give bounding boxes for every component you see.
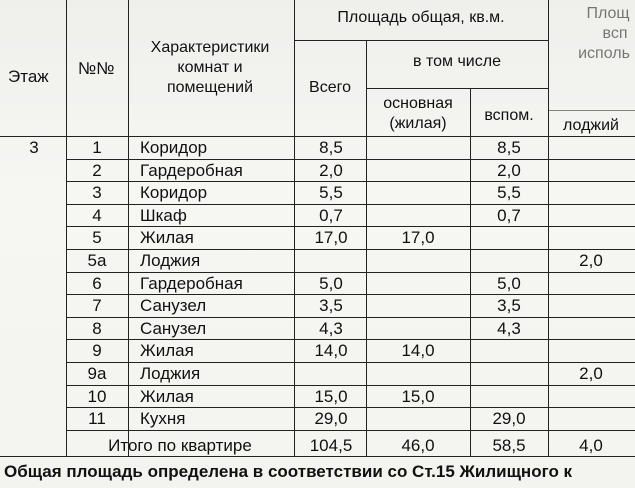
grid-line	[66, 430, 635, 431]
grid-line	[366, 88, 548, 89]
grid-line	[0, 456, 635, 457]
row-number: 11	[88, 409, 106, 429]
row-loggia-area: 2,0	[579, 364, 603, 383]
grid-line	[66, 385, 635, 386]
row-main-area: 17,0	[401, 228, 435, 248]
row-number: 9а	[87, 364, 107, 383]
summary-aux: 58,5	[492, 436, 526, 455]
row-aux-area: 4,3	[497, 318, 521, 338]
row-total-area: 5,0	[319, 273, 343, 293]
header-characteristics: Характеристики комнат и помещений	[150, 39, 270, 96]
row-room-name: Гардеробная	[140, 273, 243, 293]
row-total-area: 15,0	[314, 386, 348, 406]
header-number: №№	[78, 59, 115, 78]
row-total-area: 5,5	[319, 183, 343, 203]
grid-line	[366, 40, 367, 456]
row-room-name: Санузел	[140, 296, 207, 316]
grid-line	[548, 110, 635, 111]
header-loggias: лоджий	[563, 117, 619, 134]
row-number: 2	[92, 160, 102, 180]
row-room-name: Шкаф	[140, 205, 187, 225]
row-number: 5а	[87, 251, 107, 270]
row-number: 8	[92, 318, 102, 338]
row-room-name: Санузел	[140, 318, 207, 338]
row-number: 7	[92, 296, 102, 316]
row-room-name: Лоджия	[140, 364, 201, 383]
row-aux-area: 2,0	[497, 160, 521, 180]
row-aux-area: 3,5	[497, 296, 521, 316]
header-cut-sub2: исполь	[578, 45, 630, 62]
row-number: 6	[92, 273, 102, 293]
row-total-area: 29,0	[314, 409, 348, 429]
grid-line	[128, 0, 129, 456]
row-room-name: Жилая	[140, 341, 194, 361]
row-main-area: 14,0	[401, 341, 435, 361]
row-total-area: 3,5	[319, 296, 343, 316]
row-aux-area: 5,5	[497, 183, 521, 203]
row-number: 9	[92, 341, 102, 361]
header-cut-sub1: всп	[602, 25, 628, 42]
header-area-total: Площадь общая, кв.м.	[337, 9, 505, 26]
row-aux-area: 0,7	[497, 205, 521, 225]
summary-total: 104,5	[309, 436, 353, 455]
row-total-area: 17,0	[314, 228, 348, 248]
row-loggia-area: 2,0	[579, 251, 603, 270]
grid-line	[66, 226, 635, 227]
grid-line	[66, 339, 635, 340]
grid-line	[66, 159, 635, 160]
header-aux: вспом.	[484, 107, 534, 124]
row-room-name: Коридор	[140, 138, 208, 157]
row-aux-area: 5,0	[497, 273, 521, 293]
row-main-area: 15,0	[401, 386, 435, 406]
row-number: 10	[87, 386, 107, 406]
row-room-name: Жилая	[140, 228, 194, 248]
summary-loggia: 4,0	[579, 436, 603, 455]
grid-line	[66, 317, 635, 318]
row-aux-area: 8,5	[497, 138, 521, 157]
row-total-area: 14,0	[314, 341, 348, 361]
row-room-name: Кухня	[140, 409, 186, 429]
row-number: 4	[92, 205, 102, 225]
grid-line	[66, 181, 635, 182]
header-main: основная (жилая)	[383, 95, 453, 132]
header-cut-title: Площ	[586, 5, 630, 22]
grid-line	[294, 0, 295, 456]
grid-line	[66, 294, 635, 295]
row-room-name: Жилая	[140, 386, 194, 406]
row-total-area: 8,5	[319, 138, 343, 157]
header-total: Всего	[309, 79, 351, 96]
grid-line	[66, 362, 635, 363]
row-number: 5	[92, 228, 102, 248]
header-including: в том числе	[413, 53, 501, 70]
floor-value: 3	[29, 138, 39, 157]
grid-line	[66, 204, 635, 205]
row-number: 1	[92, 138, 102, 157]
grid-line	[294, 40, 548, 41]
row-room-name: Лоджия	[140, 251, 201, 270]
grid-line	[66, 272, 635, 273]
footer-note: Общая площадь определена в соответствии со Ст.15 Жилищного к	[4, 462, 573, 481]
row-number: 3	[92, 183, 102, 203]
grid-line	[66, 249, 635, 250]
row-total-area: 4,3	[319, 318, 343, 338]
header-floor: Этаж	[8, 67, 49, 86]
summary-main: 46,0	[401, 436, 435, 455]
row-total-area: 0,7	[319, 205, 343, 225]
grid-line	[66, 407, 635, 408]
row-aux-area: 29,0	[492, 409, 526, 429]
grid-line	[66, 0, 67, 456]
row-total-area: 2,0	[319, 160, 343, 180]
row-room-name: Коридор	[140, 183, 208, 203]
summary-label: Итого по квартире	[108, 436, 252, 455]
grid-line	[0, 136, 635, 137]
grid-line	[548, 0, 549, 456]
row-room-name: Гардеробная	[140, 160, 243, 180]
